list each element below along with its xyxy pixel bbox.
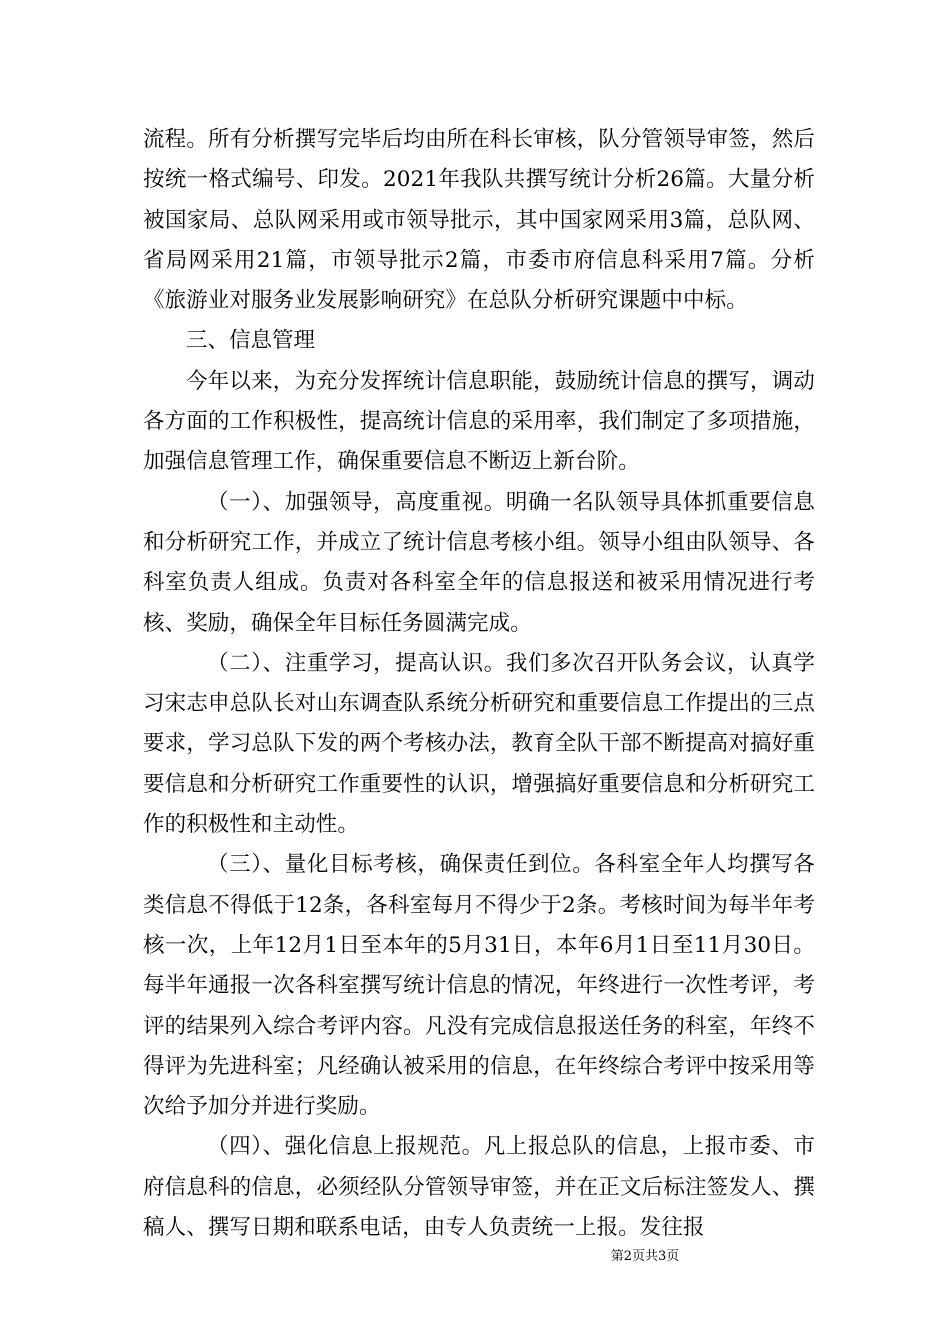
page-number: 第2页共3页 [610, 1249, 680, 1264]
paragraph-item-3: （三）、量化目标考核，确保责任到位。各科室全年人均撰写各类信息不得低于12条，各科室每月不得少于2条。考核时间为每半年考核一次，上年12月1日至本年的5月31日，本年6月1日至11月30日。每半年通报一次各科室撰写统计信息的情况，年终进行一次性考评，考评的结果列入综合考评内容。凡没有完成信息报送任务的科室，年终不得评为先进科室；凡经确认被采用的信息，在年终综合考评中按采用等次给予加分并进行奖励。 [143, 852, 815, 1120]
page-footer [0, 1245, 950, 1264]
paragraph-intro: 今年以来，为充分发挥统计信息职能，鼓励统计信息的撰写，调动各方面的工作积极性，提高统计信息的采用率，我们制定了多项措施，加强信息管理工作，确保重要信息不断迈上新台阶。 [143, 368, 815, 475]
paragraph-item-2: （二）、注重学习，提高认识。我们多次召开队务会议，认真学习宋志申总队长对山东调查队系统分析研究和重要信息工作提出的三点要求，学习总队下发的两个考核办法，教育全队干部不断提高对搞好重要信息和分析研究工作重要性的认识，增强搞好重要信息和分析研究工作的积极性和主动性。 [143, 650, 815, 838]
document-body [143, 120, 815, 1248]
paragraph-item-1: （一）、加强领导，高度重视。明确一名队领导具体抓重要信息和分析研究工作，并成立了统计信息考核小组。领导小组由队领导、各科室负责人组成。负责对各科室全年的信息报送和被采用情况进行考核、奖励，确保全年目标任务圆满完成。 [143, 489, 815, 636]
paragraph-item-4: （四）、强化信息上报规范。凡上报总队的信息，上报市委、市府信息科的信息，必须经队分管领导审签，并在正文后标注签发人、撰稿人、撰写日期和联系电话，由专人负责统一上报。发往报 [143, 1134, 815, 1241]
paragraph-continuation: 流程。所有分析撰写完毕后均由所在科长审核，队分管领导审签，然后按统一格式编号、印发。2021年我队共撰写统计分析26篇。大量分析被国家局、总队网采用或市领导批示，其中国家网采用3篇，总队网、省局网采用21篇，市领导批示2篇，市委市府信息科采用7篇。分析《旅游业对服务业发展影响研究》在总队分析研究课题中中标。 [143, 127, 815, 314]
section-heading-information-management: 三、信息管理 [186, 328, 316, 354]
